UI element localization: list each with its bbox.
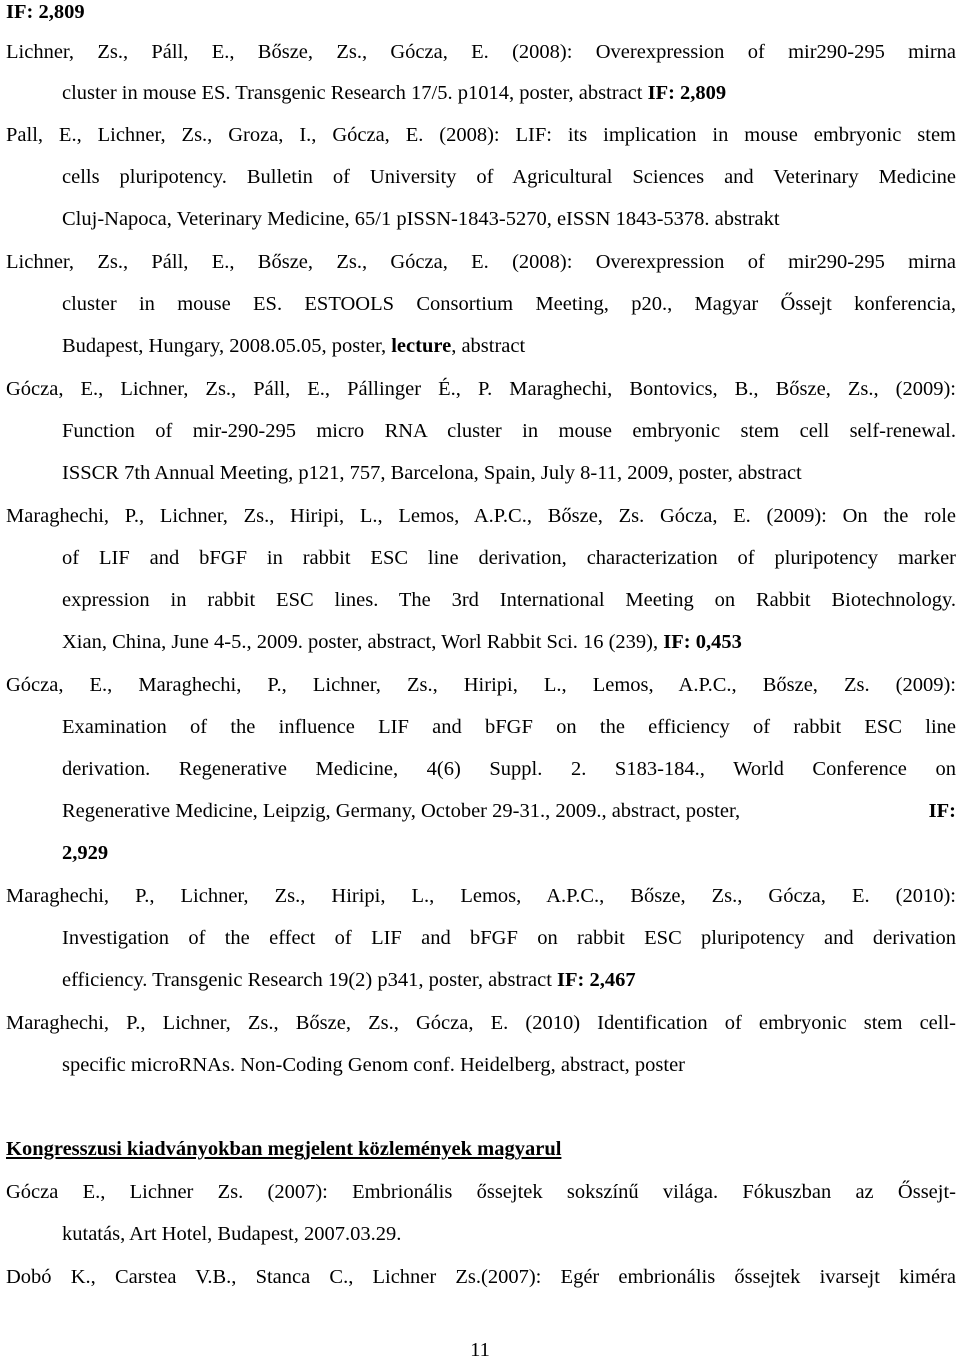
entry-7-line-0: Maraghechi, P., Lichner, Zs., Bősze, Zs., Gócza, E. (2010) Identification of embryonic stem cell- [6,1012,956,1034]
section-entry-0-line-0: Gócza E., Lichner Zs. (2007): Embrionális őssejtek sokszínű világa. Fókuszban az Őssejt- [6,1181,956,1203]
entry-4-line-0: Maraghechi, P., Lichner, Zs., Hiripi, L., Lemos, A.P.C., Bősze, Zs. Gócza, E. (2009): On the role [6,505,956,527]
entry-4-line-2: expression in rabbit ESC lines. The 3rd International Meeting on Rabbit Biotechnology. [62,589,956,611]
entry-5-line-3: Regenerative Medicine, Leipzig, Germany, October 29-31., 2009., abstract, poster, IF: [62,800,956,822]
entry-0-line-1: cluster in mouse ES. Transgenic Research 17/5. p1014, poster, abstract IF: 2,809 [62,82,727,104]
entry-2-line-1: cluster in mouse ES. ESTOOLS Consortium Meeting, p20., Magyar Őssejt konferencia, [62,293,956,315]
entry-1-line-0: Pall, E., Lichner, Zs., Groza, I., Gócza, E. (2008): LIF: its implication in mouse embryonic stem [6,124,956,146]
top-fragment: IF: 2,809 [6,1,85,23]
entry-3-line-1: Function of mir-290-295 micro RNA cluster in mouse embryonic stem cell self-renewal. [62,420,956,442]
entry-4-line-3: Xian, China, June 4-5., 2009. poster, abstract, Worl Rabbit Sci. 16 (239), IF: 0,453 [62,631,742,653]
section-entry-0-line-1: kutatás, Art Hotel, Budapest, 2007.03.29. [62,1223,402,1245]
entry-2-line-2: Budapest, Hungary, 2008.05.05, poster, lecture, abstract [62,335,526,357]
entry-5-line-0: Gócza, E., Maraghechi, P., Lichner, Zs., Hiripi, L., Lemos, A.P.C., Bősze, Zs. (2009): [6,674,956,696]
entry-0-line-0: Lichner, Zs., Páll, E., Bősze, Zs., Gócza, E. (2008): Overexpression of mir290-295 mirna [6,41,956,63]
section-entry-1-line-0: Dobó K., Carstea V.B., Stanca C., Lichner Zs.(2007): Egér embrionális őssejtek ivarsejt kiméra [6,1266,956,1288]
entry-7-line-1: specific microRNAs. Non-Coding Genom conf. Heidelberg, abstract, poster [62,1054,686,1076]
entry-5-line-4: 2,929 [62,842,109,864]
entry-4-line-1: of LIF and bFGF in rabbit ESC line derivation, characterization of pluripotency marker [62,547,956,569]
page-number: 11 [470,1339,490,1361]
entry-3-line-2: ISSCR 7th Annual Meeting, p121, 757, Barcelona, Spain, July 8-11, 2009, poster, abstract [62,462,802,484]
entry-6-line-1: Investigation of the effect of LIF and bFGF on rabbit ESC pluripotency and derivation [62,927,956,949]
entry-6-line-2: efficiency. Transgenic Research 19(2) p341, poster, abstract IF: 2,467 [62,969,636,991]
entry-6-line-0: Maraghechi, P., Lichner, Zs., Hiripi, L., Lemos, A.P.C., Bősze, Zs., Gócza, E. (2010): [6,885,956,907]
entry-5-line-1: Examination of the influence LIF and bFGF on the efficiency of rabbit ESC line [62,716,956,738]
entry-2-line-0: Lichner, Zs., Páll, E., Bősze, Zs., Gócza, E. (2008): Overexpression of mir290-295 mirna [6,251,956,273]
entry-3-line-0: Gócza, E., Lichner, Zs., Páll, E., Pállinger É., P. Maraghechi, Bontovics, B., Bősze, Zs., (2009): [6,378,956,400]
section-heading: Kongresszusi kiadványokban megjelent közlemények magyarul [6,1138,562,1160]
entry-1-line-2: Cluj-Napoca, Veterinary Medicine, 65/1 pISSN-1843-5270, eISSN 1843-5378. abstrakt [62,208,780,230]
entry-1-line-1: cells pluripotency. Bulletin of University of Agricultural Sciences and Veterinary Medicine [62,166,956,188]
entry-5-line-2: derivation. Regenerative Medicine, 4(6) Suppl. 2. S183-184., World Conference on [62,758,956,780]
